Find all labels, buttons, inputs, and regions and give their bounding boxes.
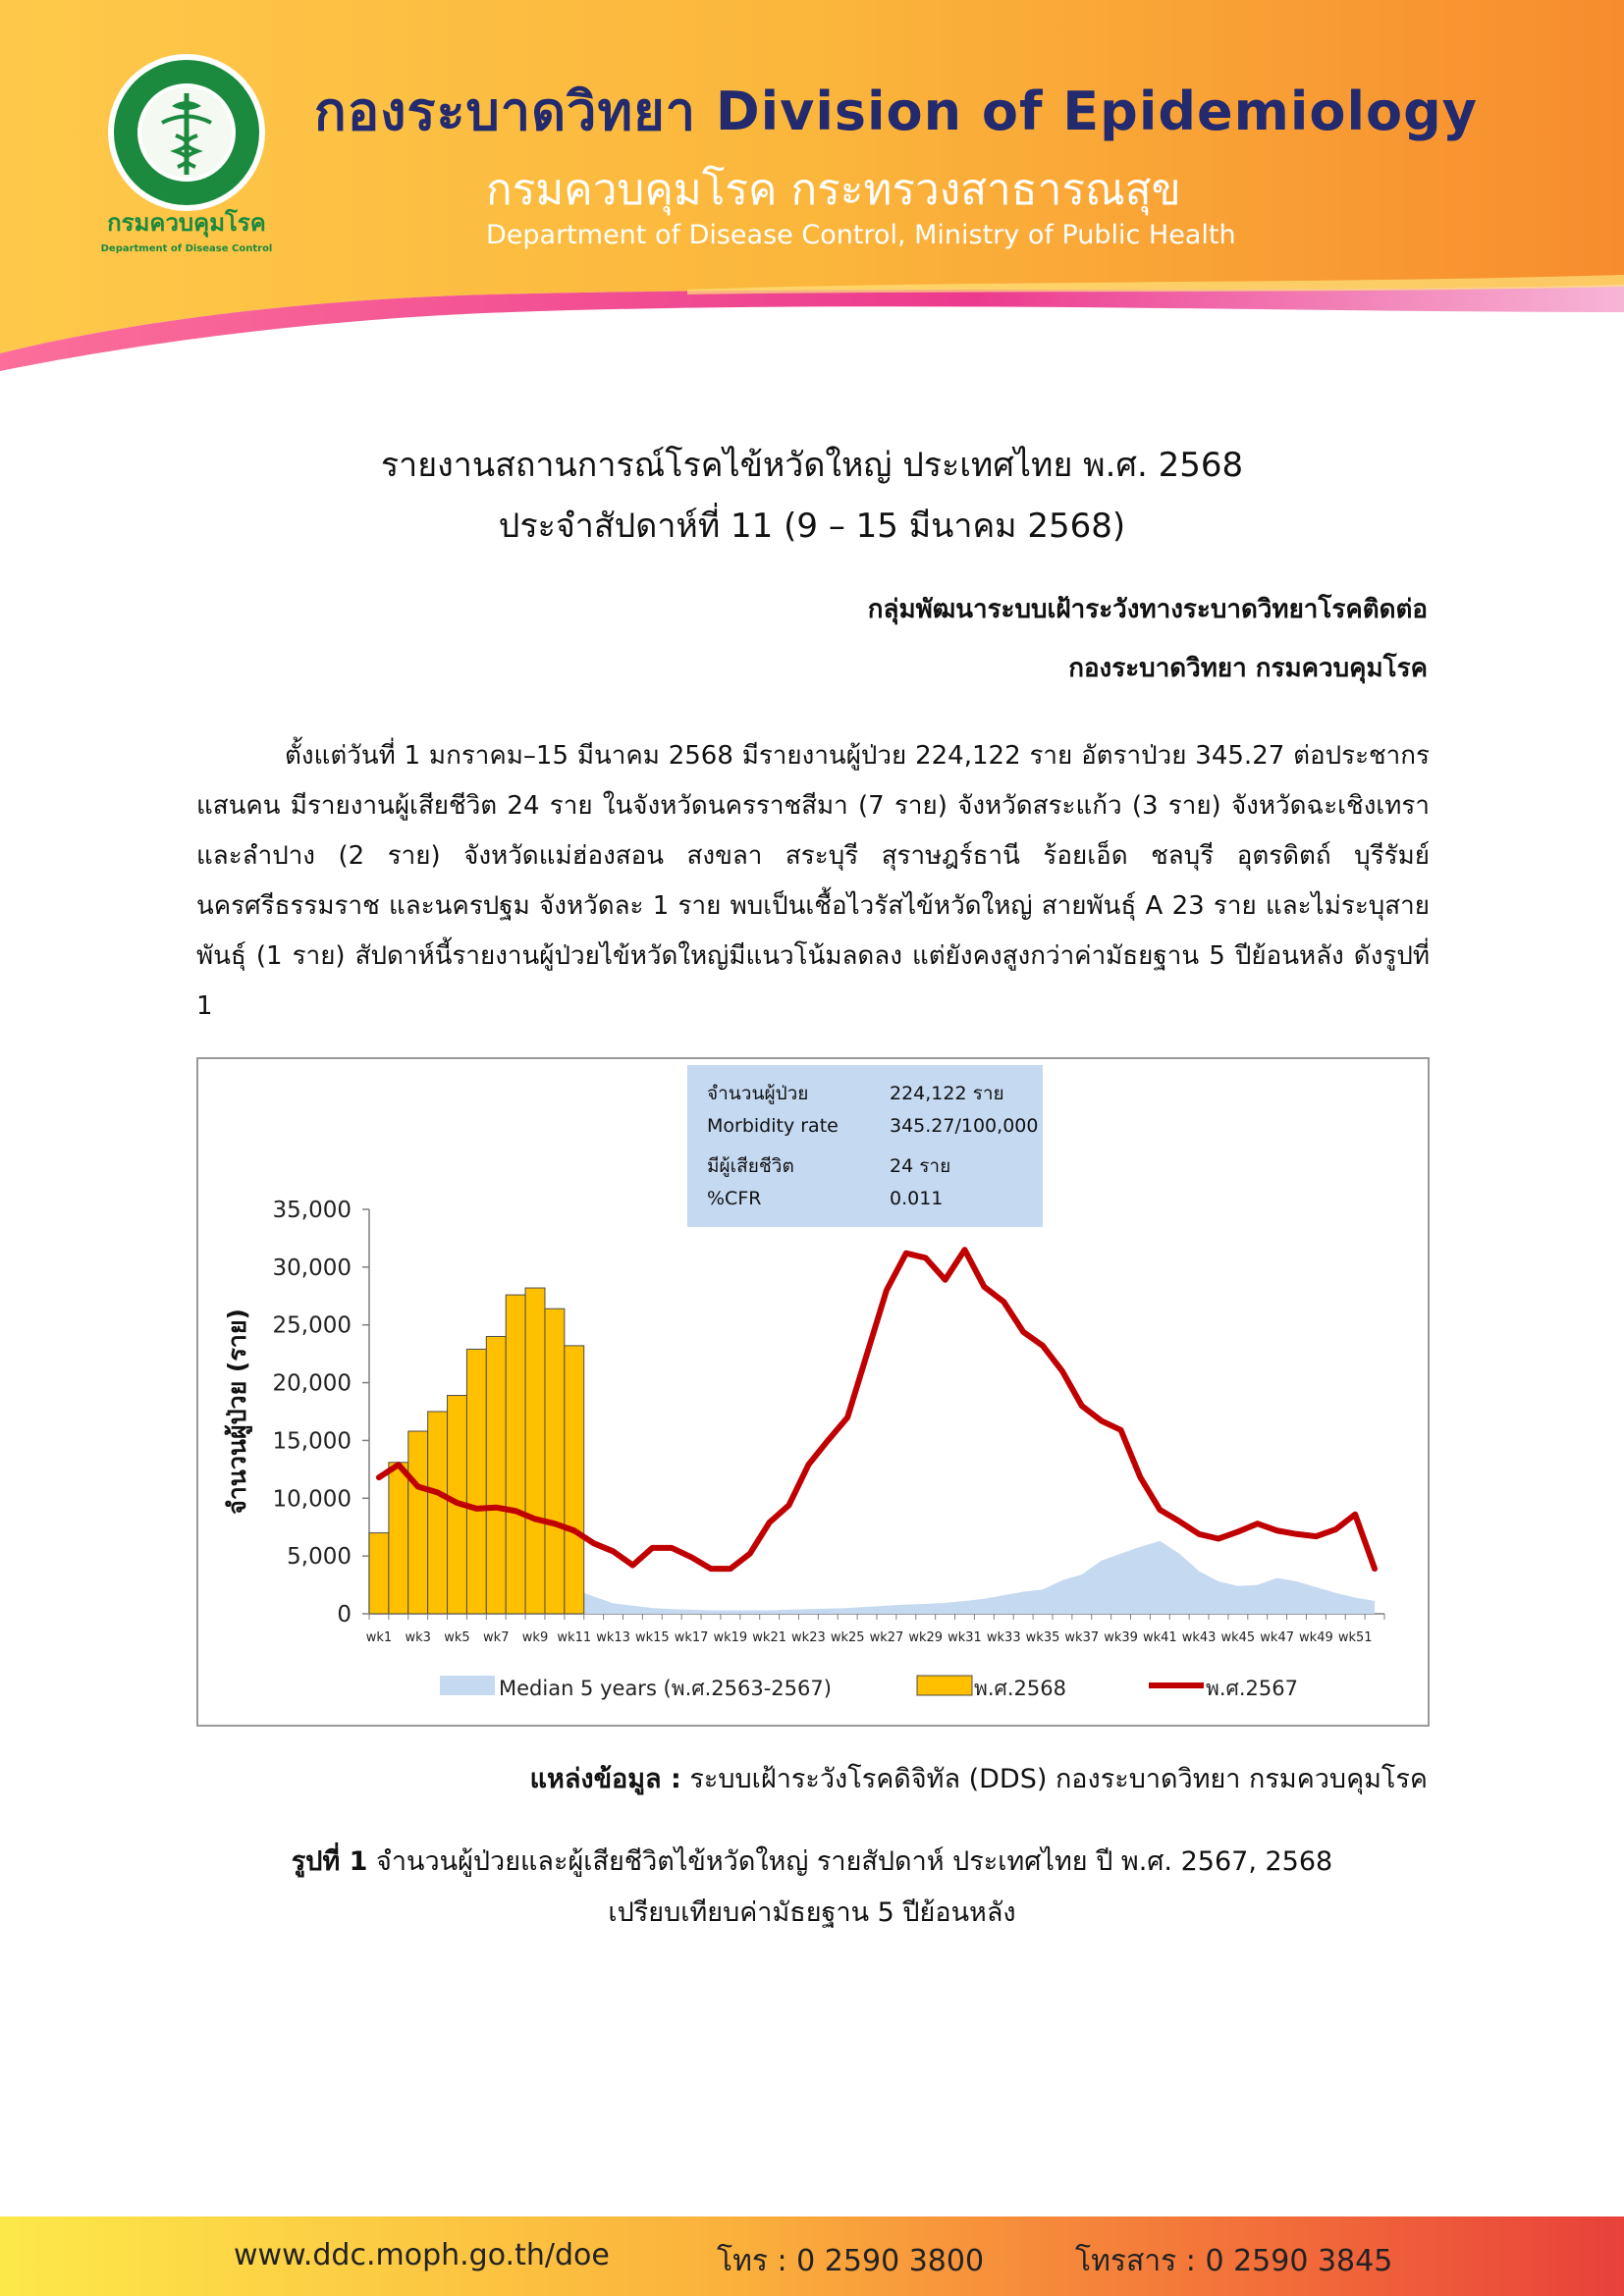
stat-cfr-label: %CFR xyxy=(707,1188,762,1209)
y-tick-label: 35,000 xyxy=(272,1198,352,1223)
org-line2: กองระบาดวิทยา กรมควบคุมโรค xyxy=(1068,654,1428,683)
x-tick-label: wk17 xyxy=(674,1630,709,1645)
org-line1: กลุ่มพัฒนาระบบเฝ้าระวังทางระบาดวิทยาโรคติดต่อ xyxy=(867,595,1428,624)
summary-text: ตั้งแต่วันที่ 1 มกราคม–15 มีนาคม 2568 มีรายงานผู้ป่วย 224,122 ราย อัตราป่วย 345.27 ต่อประชากรแสนคน มีรายงานผู้เสียชีวิต 24 ราย ในจังหวัดนครราชสีมา (7 ราย) จังหวัดสระแก้ว (3 ราย) จังหวัดฉะเชิงเทรา และลำปาง (2 ราย) จังหวัดแม่ฮ่องสอน สงขลา สระบุรี สุราษฎร์ธานี ร้อยเอ็ด ชลบุรี อุตรดิตถ์ บุรีรัมย์ นครศรีธรรมราช และนครปฐม จังหวัดละ 1 ราย พบเป็นเชื้อไวรัสไข้หวัดใหญ่ สายพันธุ์ A 23 ราย และไม่ระบุสายพันธุ์ (1 ราย) สัปดาห์นี้รายงานผู้ป่วยไข้หวัดใหญ่มีแนวโน้มลดลง แต่ยังคงสูงกว่าค่ามัธยฐาน 5 ปีย้อนหลัง ดังรูปที่ 1 xyxy=(196,741,1430,1021)
data-source-label: แหล่งข้อมูล : xyxy=(529,1764,681,1794)
x-tick-label: wk39 xyxy=(1104,1630,1138,1645)
x-tick-label: wk29 xyxy=(908,1630,944,1645)
stat-cfr xyxy=(707,1188,944,1209)
x-tick-label: wk25 xyxy=(830,1630,865,1645)
header-title: กองระบาดวิทยา Division of Epidemiology xyxy=(314,80,1478,142)
chart-legend xyxy=(440,1676,1298,1700)
legend-swatch-median xyxy=(440,1676,495,1695)
x-tick-label: wk1 xyxy=(365,1630,393,1645)
footer-website-link[interactable]: www.ddc.moph.go.th/doe xyxy=(234,2238,610,2272)
x-tick-label: wk5 xyxy=(444,1630,470,1645)
stat-deaths xyxy=(707,1151,951,1181)
stat-deaths-label: มีผู้เสียชีวิต xyxy=(707,1155,794,1177)
x-tick-label: wk43 xyxy=(1181,1630,1217,1645)
x-tick-label: wk15 xyxy=(634,1630,670,1645)
stat-deaths-value: 24 ราย xyxy=(890,1155,951,1177)
bar-wk8 xyxy=(506,1295,525,1614)
x-tick-label: wk47 xyxy=(1260,1630,1294,1645)
stat-cases-label: จำนวนผู้ป่วย xyxy=(707,1083,809,1104)
stats-box xyxy=(687,1065,1043,1227)
x-tick-label: wk9 xyxy=(521,1630,549,1645)
y-tick-label: 25,000 xyxy=(272,1312,352,1339)
x-tick-label: wk49 xyxy=(1299,1630,1333,1645)
x-tick-label: wk7 xyxy=(483,1630,510,1645)
y-tick-label: 15,000 xyxy=(272,1428,352,1455)
figure-caption-line2: เปรียบเทียบค่ามัธยฐาน 5 ปีย้อนหลัง xyxy=(608,1897,1016,1928)
bar-wk6 xyxy=(466,1349,486,1614)
footer-phone: โทร : 0 2590 3800 xyxy=(717,2244,985,2278)
header-subtitle-th: กรมควบคุมโรค กระทรวงสาธารณสุข xyxy=(486,165,1181,215)
bar-wk2 xyxy=(389,1463,408,1614)
x-tick-label: wk33 xyxy=(986,1630,1021,1645)
x-tick-label: wk19 xyxy=(713,1630,748,1645)
y-tick-label: 30,000 xyxy=(272,1255,352,1281)
figure-caption-line1 xyxy=(0,1840,1624,1882)
y-tick-label: 5,000 xyxy=(287,1544,352,1571)
ddc-logo xyxy=(93,49,280,265)
data-source xyxy=(530,1757,1428,1799)
y-tick-label: 20,000 xyxy=(272,1370,352,1397)
x-tick-label: wk35 xyxy=(1025,1630,1060,1645)
legend-swatch-2568 xyxy=(917,1676,972,1695)
stat-morbidity-label: Morbidity rate xyxy=(707,1115,839,1137)
report-title-line2: ประจำสัปดาห์ที่ 11 (9 – 15 มีนาคม 2568) xyxy=(498,507,1126,546)
bar-wk10 xyxy=(545,1308,565,1614)
footer-bar xyxy=(0,2216,1624,2296)
stat-morbidity xyxy=(707,1115,1039,1137)
x-tick-label: wk21 xyxy=(752,1630,786,1645)
bar-wk9 xyxy=(525,1288,545,1614)
figure-caption-text: จำนวนผู้ป่วยและผู้เสียชีวิตไข้หวัดใหญ่ รายสัปดาห์ ประเทศไทย ปี พ.ศ. 2567, 2568 xyxy=(376,1846,1333,1877)
svg-text:กรมควบคุมโรค: กรมควบคุมโรค xyxy=(107,209,266,237)
x-tick-label: wk23 xyxy=(791,1630,826,1645)
y-axis-label: จำนวนผู้ป่วย (ราย) xyxy=(223,1308,251,1515)
chart-container xyxy=(196,1057,1430,1727)
stat-morbidity-value: 345.27/100,000 xyxy=(890,1115,1039,1137)
x-tick-label: wk27 xyxy=(869,1630,904,1645)
stat-cases xyxy=(707,1079,1004,1108)
bar-wk1 xyxy=(369,1533,389,1614)
bar-wk11 xyxy=(565,1346,584,1614)
legend-label-2567: พ.ศ.2567 xyxy=(1206,1677,1298,1700)
stat-cfr-value: 0.011 xyxy=(890,1188,944,1209)
svg-text:Department of Disease Control: Department of Disease Control xyxy=(100,243,273,254)
legend-label-median: Median 5 years (พ.ศ.2563-2567) xyxy=(499,1677,832,1700)
x-tick-label: wk13 xyxy=(596,1630,630,1645)
data-source-text: ระบบเฝ้าระวังโรคดิจิทัล (DDS) กองระบาดวิทยา กรมควบคุมโรค xyxy=(689,1764,1428,1794)
figure-caption-label: รูปที่ 1 xyxy=(291,1846,368,1877)
legend-label-2568: พ.ศ.2568 xyxy=(974,1677,1066,1700)
stat-cases-value: 224,122 ราย xyxy=(890,1083,1004,1104)
bar-layer xyxy=(369,1288,584,1614)
x-tick-label: wk41 xyxy=(1142,1630,1177,1645)
report-title-line1: รายงานสถานการณ์โรคไข้หวัดใหญ่ ประเทศไทย พ.ศ. 2568 xyxy=(380,446,1244,485)
footer-fax: โทรสาร : 0 2590 3845 xyxy=(1075,2244,1393,2278)
bar-wk4 xyxy=(428,1412,448,1614)
bar-wk3 xyxy=(408,1431,428,1614)
x-tick-label: wk3 xyxy=(405,1630,431,1645)
bar-wk7 xyxy=(486,1336,506,1614)
y-tick-label: 10,000 xyxy=(272,1486,352,1513)
summary-paragraph xyxy=(196,731,1430,1032)
header-subtitle-en: Department of Disease Control, Ministry of Public Health xyxy=(486,220,1236,250)
x-tick-label: wk45 xyxy=(1220,1630,1256,1645)
x-tick-label: wk31 xyxy=(947,1630,982,1645)
x-tick-label: wk37 xyxy=(1064,1630,1100,1645)
y-tick-label: 0 xyxy=(337,1602,352,1628)
x-tick-label: wk51 xyxy=(1337,1630,1373,1645)
x-tick-label: wk11 xyxy=(557,1630,592,1645)
